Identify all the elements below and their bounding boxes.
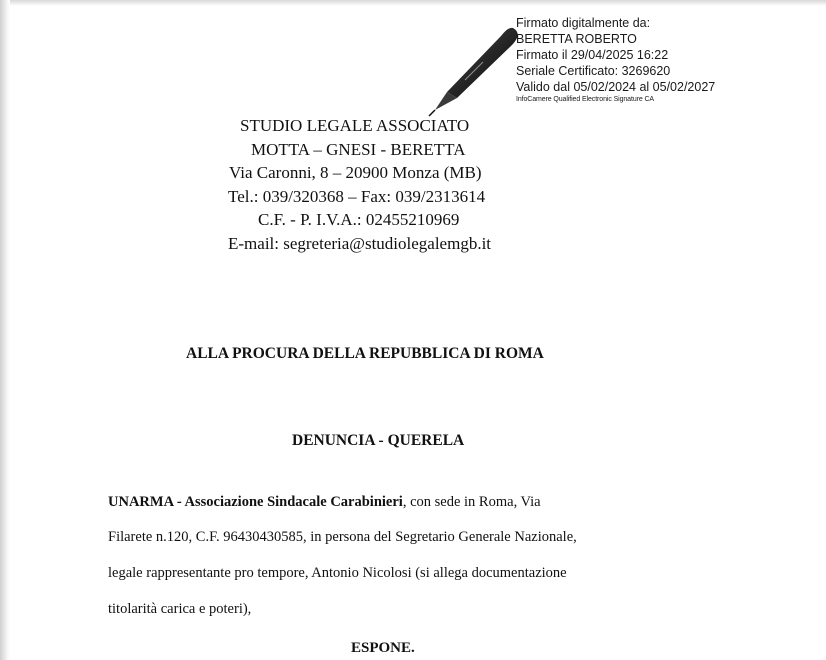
signer-name: BERETTA ROBERTO [516,32,637,46]
body-line-4: titolarità carica e poteri), [108,601,252,617]
addressee-heading: ALLA PROCURA DELLA REPUBBLICA DI ROMA [186,345,544,362]
firm-tax-id: C.F. - P. I.V.A.: 02455210969 [258,210,460,229]
pen-icon [425,22,525,117]
signature-header: Firmato digitalmente da: [516,16,651,30]
digital-signature-stamp [516,15,715,105]
section-heading-espone: ESPONE. [351,640,415,656]
body-line-2: Filarete n.120, C.F. 96430430585, in persona del Segretario Generale Nazionale, [108,529,577,545]
certificate-validity: Valido dal 05/02/2024 al 05/02/2027 [516,80,716,94]
firm-email: E-mail: segreteria@studiolegalemgb.it [228,233,492,253]
certificate-authority: InfoCamere Qualified Electronic Signature CA [516,96,655,103]
signature-date: Firmato il 29/04/2025 16:22 [516,48,669,62]
letterhead [228,114,548,255]
body-line-1 [108,494,660,511]
firm-address: Via Caronni, 8 – 20900 Monza (MB) [229,163,482,182]
document-title: DENUNCIA - QUERELA [292,432,465,449]
certificate-serial: Seriale Certificato: 3269620 [516,64,671,78]
firm-name: STUDIO LEGALE ASSOCIATO [240,116,470,135]
body-line-3: legale rappresentante pro tempore, Antonio Nicolosi (si allega documentazione [108,565,567,581]
firm-phone-fax: Tel.: 039/320368 – Fax: 039/2313614 [228,186,486,206]
firm-partners: MOTTA – GNESI - BERETTA [251,139,466,159]
complainant-name: UNARMA - Associazione Sindacale Carabinieri [108,494,403,510]
page-top-edge [0,0,826,6]
page-left-edge [0,0,10,660]
body-line-1-rest: , con sede in Roma, Via [402,494,541,510]
